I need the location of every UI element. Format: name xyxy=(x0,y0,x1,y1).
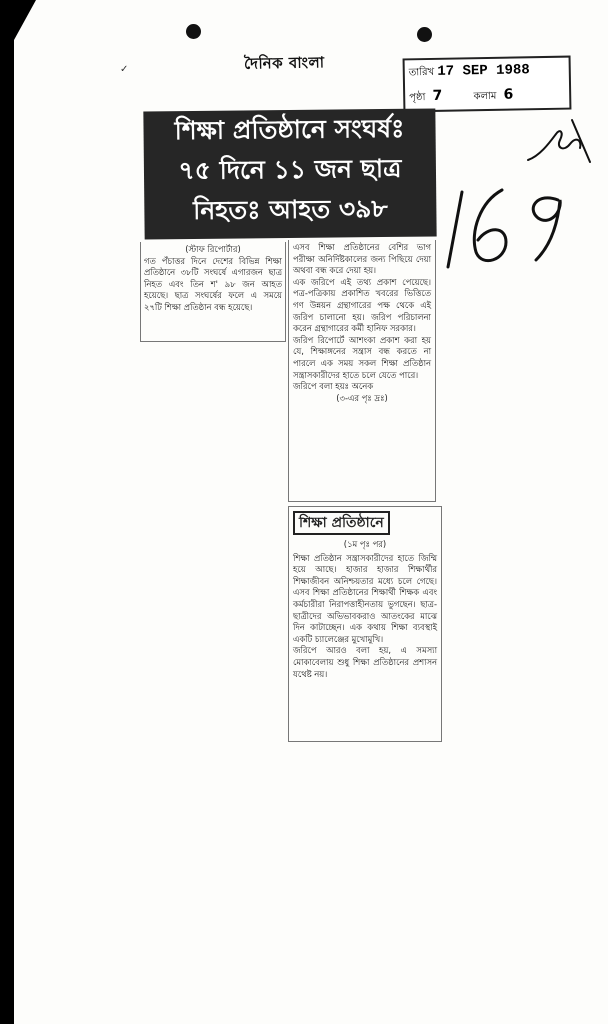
column-2-paragraph: জরিপ রিপোর্টে আশংকা প্রকাশ করা হয় যে, শিক্ষাঙ্গনের সন্ত্রাস বন্ধ করতে না পারলে এক সময় সকল শিক্ষা প্রতিষ্ঠান সন্ত্রাসকারীদের হাতে চলে যেতে পারে। xyxy=(293,334,431,380)
punch-hole-right xyxy=(417,27,432,42)
continuation-paragraph: জরিপে আরও বলা হয়, এ সমস্যা মোকাবেলায় শুধু শিক্ষা প্রতিষ্ঠানের প্রশাসন যথেষ্ট নয়। xyxy=(293,645,437,679)
stamp-page-label: পৃষ্ঠা xyxy=(409,92,426,104)
handwritten-margin-note xyxy=(520,112,600,172)
column-2-paragraph: জরিপে বলা হয়ঃ অনেক xyxy=(293,381,374,392)
continuation-paragraph: শিক্ষা প্রতিষ্ঠান সন্ত্রাসকারীদের হাতে জিম্মি হয়ে আছে। হাজার হাজার শিক্ষার্থীর শিক্ষাজীবন অনিশ্চয়তার মধ্যে চলে গেছে। এসব শিক্ষা প্রতিষ্ঠানের শিক্ষার্থী শিক্ষক এবং কর্মচারীরা নিরাপত্তাহীনতায় ভুগছেন। ছাত্র-ছাত্রীদের অভিভাবকরাও আতংকের মাঝে দিন কাটাচ্ছেন। এক কথায় শিক্ষা ব্যবস্থাই একটি চ্যালেঞ্জের মুখোমুখি। xyxy=(293,552,437,644)
newspaper-masthead: দৈনিক বাংলা xyxy=(243,53,325,73)
jump-note: (৩-এর পৃঃ দ্রঃ) xyxy=(336,392,388,403)
tick-mark-icon: ✓ xyxy=(120,64,129,75)
punch-hole-left xyxy=(186,24,201,39)
article-column-1 xyxy=(140,242,286,342)
column-1-paragraph: গত পঁচাত্তর দিনে দেশের বিভিন্ন শিক্ষা প্রতিষ্ঠানে ৩৮টি সংঘর্ষে এগারজন ছাত্র নিহত এবং তিন শ' ৯৮ জন আহত হয়েছে। ছাত্র সংঘর্ষের ফলে এ সময়ে ২৭টি শিক্ষা প্রতিষ্ঠান বন্ধ হয়েছে। xyxy=(144,255,282,312)
stamp-column-label: কলাম xyxy=(473,90,497,103)
article-byline: (স্টাফ রিপোর্টার) xyxy=(185,244,241,254)
headline-line-3: নিহতঃ আহত ৩৯৮ xyxy=(192,193,388,226)
headline-line-1: শিক্ষা প্রতিষ্ঠানে সংঘর্ষঃ xyxy=(174,113,405,146)
stamp-column-value: 6 xyxy=(503,86,514,103)
date-stamp xyxy=(403,56,572,113)
article-column-2 xyxy=(288,240,436,502)
article-headline xyxy=(143,108,436,239)
column-2-paragraph: এসব শিক্ষা প্রতিষ্ঠানের বেশির ভাগ পরীক্ষা অনির্দিষ্টকালের জন্য পিছিয়ে দেয়া অথবা বন্ধ করে দেয়া হয়। xyxy=(293,242,431,276)
continuation-column xyxy=(288,506,442,742)
continuation-heading: শিক্ষা প্রতিষ্ঠানে xyxy=(293,511,390,535)
headline-line-2: ৭৫ দিনে ১১ জন ছাত্র xyxy=(178,153,402,186)
stamp-date-label: তারিখ xyxy=(408,66,435,79)
column-2-paragraph: এক জরিপে এই তথ্য প্রকাশ পেয়েছে। পত্র-পত্রিকায় প্রকাশিত খবরের ভিত্তিতে গণ উন্নয়ন গ্রন্থাগারের পক্ষ থেকে এই জরিপ চালানো হয়। জরিপ পরিচালনা করেন গ্রন্থাগারের কর্মী হানিফ সরকার। xyxy=(293,276,431,334)
stamp-date-value: 17 SEP 1988 xyxy=(437,62,530,80)
stamp-page-value: 7 xyxy=(432,87,443,104)
handwritten-file-number xyxy=(440,172,590,272)
continuation-subtitle: (১ম পৃঃ পর) xyxy=(343,539,387,549)
